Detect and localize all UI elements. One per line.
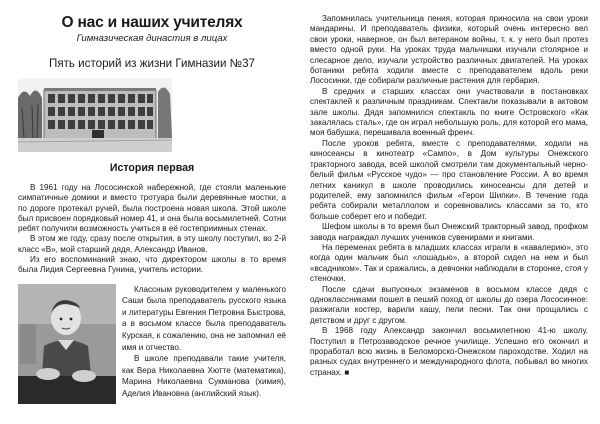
right-paragraph-5: На переменах ребята в младших классах играли в «кавалерию», это когда один мальчик был «лошадью», а второй сидел на нем и был «всадником». Так и сражались, а девчонки наблюдали в сторонке, стоя у стеночки. [310,242,588,284]
left-column [18,14,286,409]
right-paragraph-4: Шефом школы в то время был Онежский тракторный завод, профком завода награждал лучших учеников сувенирами и книгами. [310,222,588,242]
article-subtitle: Гимназическая династия в лицах [76,33,228,44]
story-heading: История первая [109,162,195,174]
right-paragraph-1: Запомнилась учительница пения, которая приносила на свои уроки мандарины. И преподаватель физики, который очень интересно вел свои уроки, наверное, он был ветераном войны, т. к. у него был протез вместо одной руки. На уроках труда мальчишки изучали столярное и слесарное дело, изучали устройство различных двигателей. На уроках ботаники ребята ходили вместе с преподавателем вдоль реки Лососинки, где собирали различные растения для гербария. [310,14,588,86]
photo-paragraph-1: Классным руководителем у маленького Саши была преподаватель русского языка и литературы Евгения Петровна Быстрова, а в восьмом классе была преподаватель Курская, к сожалению, она не запомнил её имя и отчество. [122,284,286,352]
right-paragraph-7-text: В 1968 году Александр закончил восьмилетнюю 41-ю школу. Поступил в Петрозаводское речное училище. Успешно его окончил и проработал всю жизнь в Беломорско-Онежском пароходстве. Ходил на разных судах внутреннего и международного флота, побывал во многих странах. [310,326,588,377]
photo-side-text [122,284,286,400]
right-paragraph-3: После уроков ребята, вместе с преподавателями, ходили на киносеансы в кинотеатр «Сампо», в Дом культуры Онежского тракторного завода, всей школой смотрели там документальный черно-белый фильм «Русское чудо» — про становление России. А во время летних каникул в школе проводились киносеансы для детей и родителей, ему запомнился фильм «Герои Шипки». В течение года ребята собирали металлолом и соревновались классами за то, кто больше соберет его и победит. [310,138,588,221]
series-title: Пять историй из жизни Гимназии №37 [49,57,255,70]
right-paragraph-6: После сдачи выпускных экзаменов в восьмом классе дядя с одноклассниками пошел в пеший поход от школы до озера Лососинное: разжигали костер, варили кашу, пели песни. Так они прощались с детством и друг с другом. [310,284,588,325]
left-paragraph-1: В 1961 году на Лососинской набережной, где стояли маленькие симпатичные домики и вместо тротуара были деревянные мостки, а по дороге протекал ручей, была построена новая школа. Этой школе был присвоен порядковый номер 41, и она была восьмилетней. Сотни ребят получили возможность учиться в её гостеприимных стенах. [18,183,286,234]
photo-paragraph-2: В школе преподавали такие учителя, как Вера Николаевна Хютте (математика), Марина Николаевна Сукманова (химия), Аделия Ивановна (английский язык). [122,354,286,399]
photo-text-block [18,284,286,409]
left-paragraph-3: Из его воспоминаний знаю, что директором школы в то время была Лидия Сергеевна Гунина, учитель истории. [18,255,286,275]
article-title: О нас и наших учителях [61,14,243,31]
right-paragraph-2: В средних и старших классах они участвовали в постановках спектаклей к различным праздникам. Спектакли показывали в актовом зале школы. Дядя запомнился спектакль по книге Островского «Как закалялась сталь», где он играл небольшую роль, для которой его мама, моя бабушка, перешивала военный френч. [310,86,588,138]
school-building-photo [18,78,172,152]
boy-at-desk-photo [18,284,116,404]
end-mark-icon: ■ [344,367,350,377]
left-paragraph-2: В этом же году, сразу после открытия, в эту школу поступил, во 2-й класс «В», мой старший дядя, Александр Иванов. [18,234,286,254]
right-column [310,14,588,378]
right-paragraph-7 [310,326,588,378]
